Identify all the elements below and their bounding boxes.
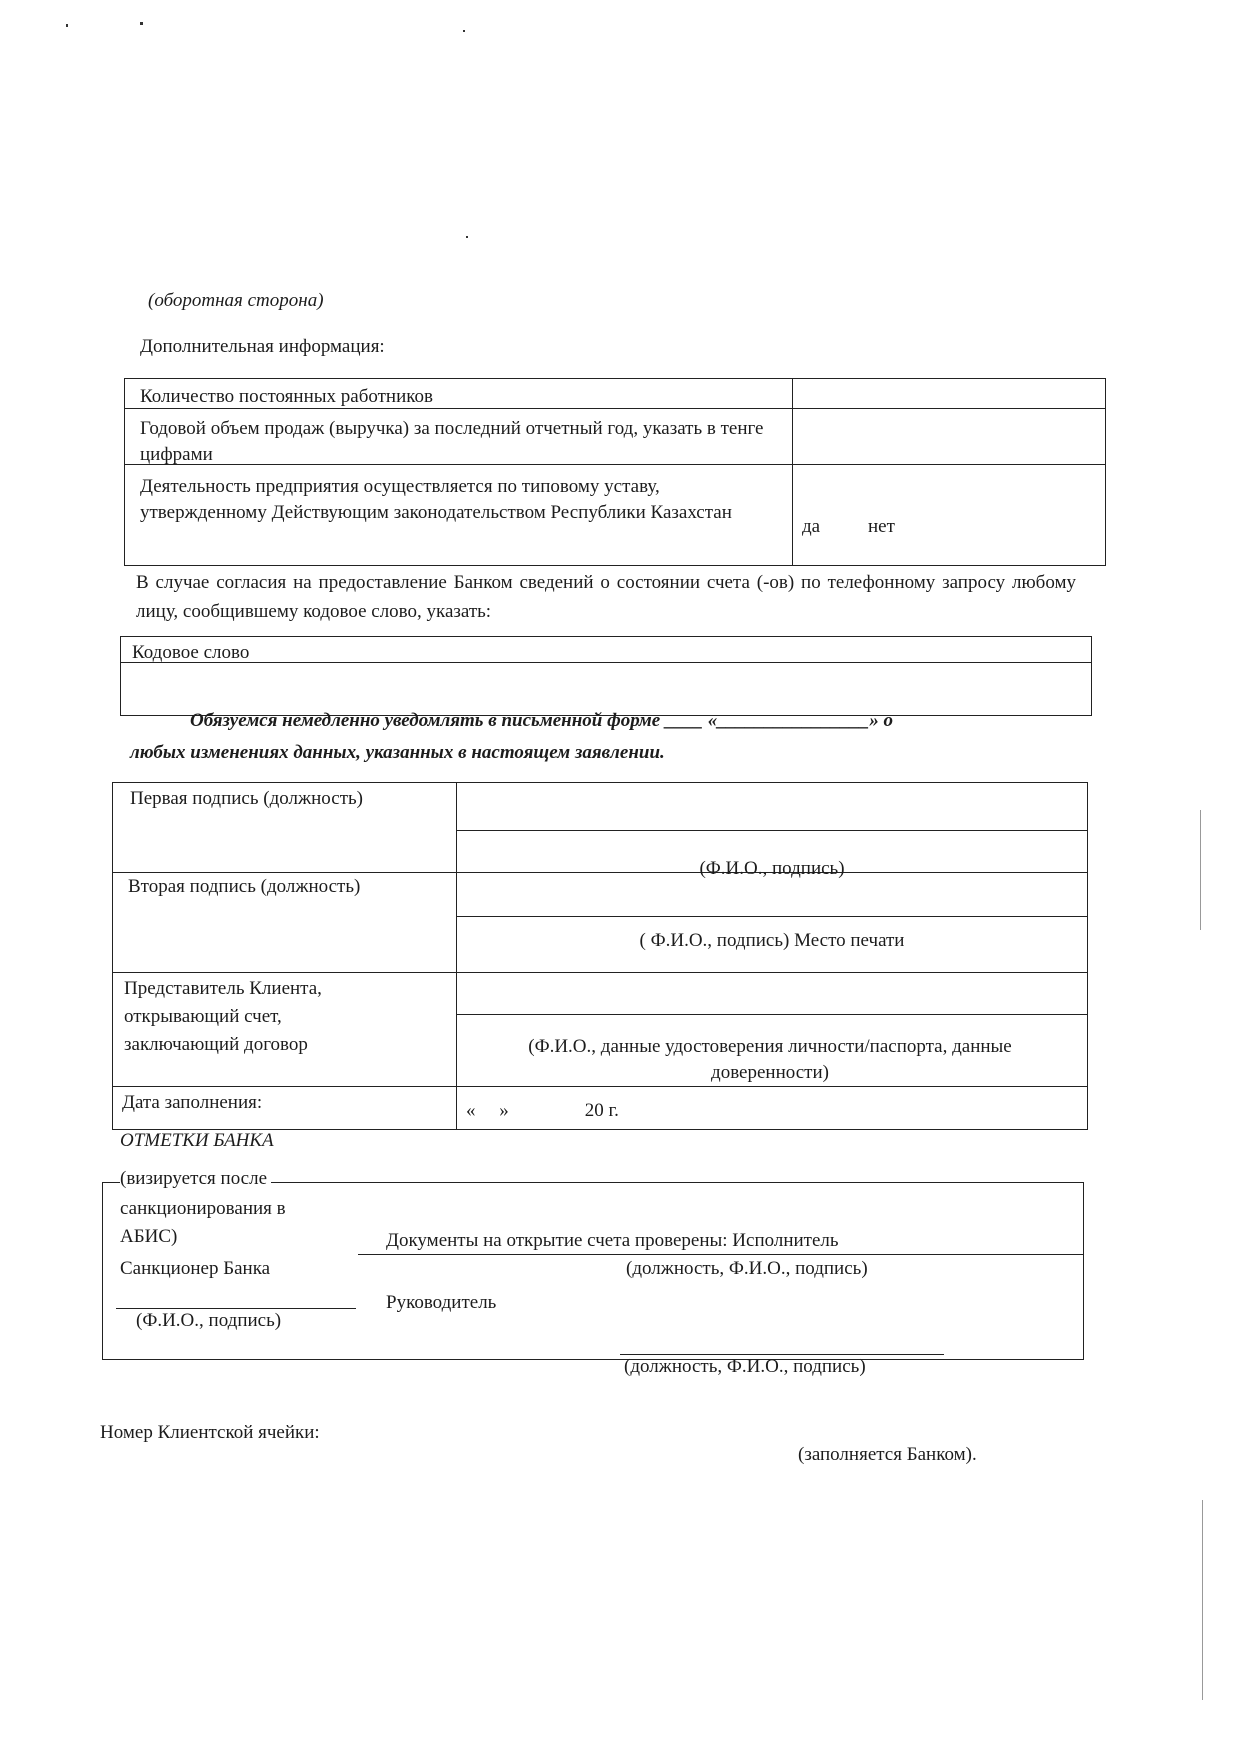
sanction-note-3: АБИС)	[120, 1226, 178, 1247]
client-rep-label-3: заключающий договор	[124, 1034, 308, 1055]
additional-info-heading: Дополнительная информация:	[140, 336, 385, 357]
signature-row-line	[112, 972, 1088, 973]
employees-count-label: Количество постоянных работников	[140, 386, 433, 407]
sanction-note-2: санкционирования в	[120, 1198, 286, 1219]
manager-caption: (должность, Ф.И.О., подпись)	[624, 1356, 866, 1377]
scan-speck	[463, 30, 465, 32]
docs-checked-label: Документы на открытие счета проверены: Исполнитель	[386, 1230, 839, 1251]
consent-paragraph: В случае согласия на предоставление Банком сведений о состоянии счета (-ов) по телефонному запросу любому лицу, сообщившему кодовое слово, указать:	[136, 572, 1076, 622]
client-cell-number-label: Номер Клиентской ячейки:	[100, 1422, 320, 1443]
signature-row-line	[112, 1086, 1088, 1087]
second-signature-field[interactable]	[462, 876, 1082, 914]
filled-by-bank-note: (заполняется Банком).	[798, 1444, 977, 1465]
scan-speck	[466, 236, 468, 238]
standard-charter-field[interactable]	[800, 468, 1096, 562]
manager-label: Руководитель	[386, 1292, 497, 1313]
scan-speck	[140, 22, 143, 25]
fill-date-field[interactable]: « » 20 г.	[466, 1100, 619, 1121]
executor-signature-line	[358, 1254, 1084, 1255]
sanctioner-caption: (Ф.И.О., подпись)	[136, 1310, 282, 1331]
info-table-divider	[792, 378, 793, 566]
signature-line	[456, 1014, 1088, 1015]
second-signature-label: Вторая подпись (должность)	[128, 876, 361, 897]
obligation-line-2: любых изменениях данных, указанных в настоящем заявлении.	[130, 742, 665, 763]
obligation-line-1: Обязуемся немедленно уведомлять в письменной форме ____ «________________» о	[190, 710, 893, 731]
first-signature-caption: (Ф.И.О., подпись)	[699, 858, 845, 879]
code-word-label: Кодовое слово	[132, 642, 250, 663]
client-rep-caption: (Ф.И.О., данные удостоверения личности/паспорта, данные доверенности)	[528, 1036, 1012, 1083]
annual-sales-label: Годовой объем продаж (выручка) за последний отчетный год, указать в тенге цифрами	[140, 418, 764, 465]
code-word-field[interactable]	[300, 666, 1080, 712]
first-signature-label: Первая подпись (должность)	[130, 788, 363, 809]
standard-charter-label: Деятельность предприятия осуществляется по типовому уставу, утвержденному Действующим законодательством Республики Казахстан	[140, 476, 732, 523]
scan-edge-mark	[1202, 1500, 1203, 1700]
client-rep-field[interactable]	[462, 976, 1082, 1010]
charter-no-option[interactable]: нет	[868, 516, 895, 537]
employees-count-field[interactable]	[800, 382, 1096, 406]
scan-edge-mark	[1200, 810, 1201, 930]
fill-date-label: Дата заполнения:	[122, 1092, 263, 1113]
annual-sales-field[interactable]	[800, 412, 1096, 460]
client-rep-label-1: Представитель Клиента,	[124, 978, 322, 999]
executor-caption: (должность, Ф.И.О., подпись)	[626, 1258, 868, 1279]
bank-sanctioner-label: Санкционер Банка	[120, 1258, 271, 1279]
first-signature-field[interactable]	[462, 788, 1082, 826]
second-signature-caption: ( Ф.И.О., подпись) Место печати	[639, 930, 905, 951]
signature-line	[456, 830, 1088, 831]
charter-yes-option[interactable]: да	[802, 516, 821, 537]
signatures-table-divider	[456, 782, 457, 1130]
signature-line	[456, 916, 1088, 917]
reverse-side-note: (оборотная сторона)	[148, 290, 324, 311]
scan-speck	[66, 24, 68, 27]
client-rep-label-2: открывающий счет,	[124, 1006, 282, 1027]
bank-marks-title: ОТМЕТКИ БАНКА	[120, 1130, 274, 1151]
sanction-note-1: (визируется после	[120, 1166, 271, 1192]
code-word-line	[120, 662, 1092, 663]
